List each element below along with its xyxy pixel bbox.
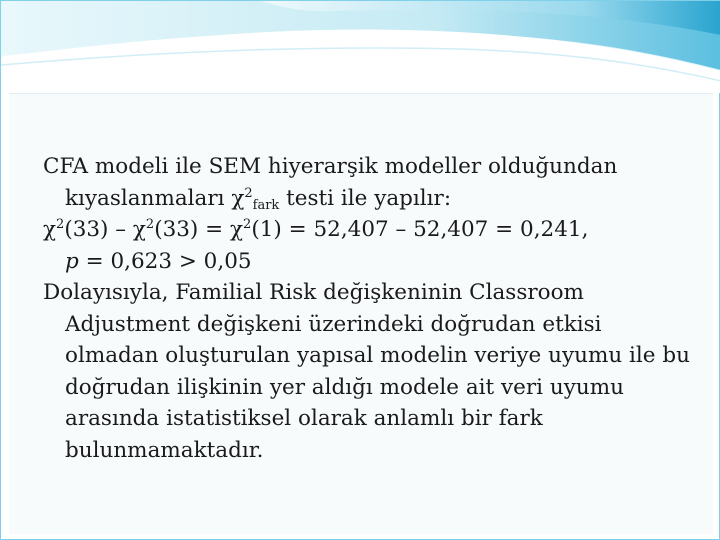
text-segment: (1) = 52,407 – 52,407 = 0,241,	[251, 217, 589, 242]
text-segment: (33) – χ	[64, 217, 146, 242]
superscript: 2	[56, 217, 65, 232]
paragraph-comparison-method	[43, 151, 693, 214]
paragraph-conclusion: Dolayısıyla, Familial Risk değişkeninin Classroom Adjustment değişkeni üzerindeki doğrudan etkisi olmadan oluşturulan yapısal modelin veriye uyumu ile bu doğrudan ilişkinin yer aldığı modele ait veri uyumu arasında istatistiksel olarak anlamlı bir fark bulunmamaktadır.	[43, 280, 690, 463]
wave-decoration	[1, 1, 720, 93]
p-symbol: p	[65, 248, 79, 274]
paragraph-chi-square-result	[43, 214, 693, 277]
superscript: 2	[243, 217, 252, 232]
subscript: fark	[252, 197, 280, 213]
chi-symbol: χ	[43, 217, 57, 242]
text-segment: = 0,623 > 0,05	[78, 248, 252, 274]
slide-text-body	[43, 151, 693, 466]
superscript: 2	[145, 217, 155, 232]
text-segment: (33) = χ	[154, 217, 244, 242]
superscript: 2	[244, 185, 253, 201]
text-segment: CFA modeli ile SEM hiyerarşik modeller olduğundan kıyaslanmaları χ	[43, 154, 618, 211]
text-segment: testi ile yapılır:	[279, 185, 452, 211]
decorative-header-band	[1, 1, 720, 93]
